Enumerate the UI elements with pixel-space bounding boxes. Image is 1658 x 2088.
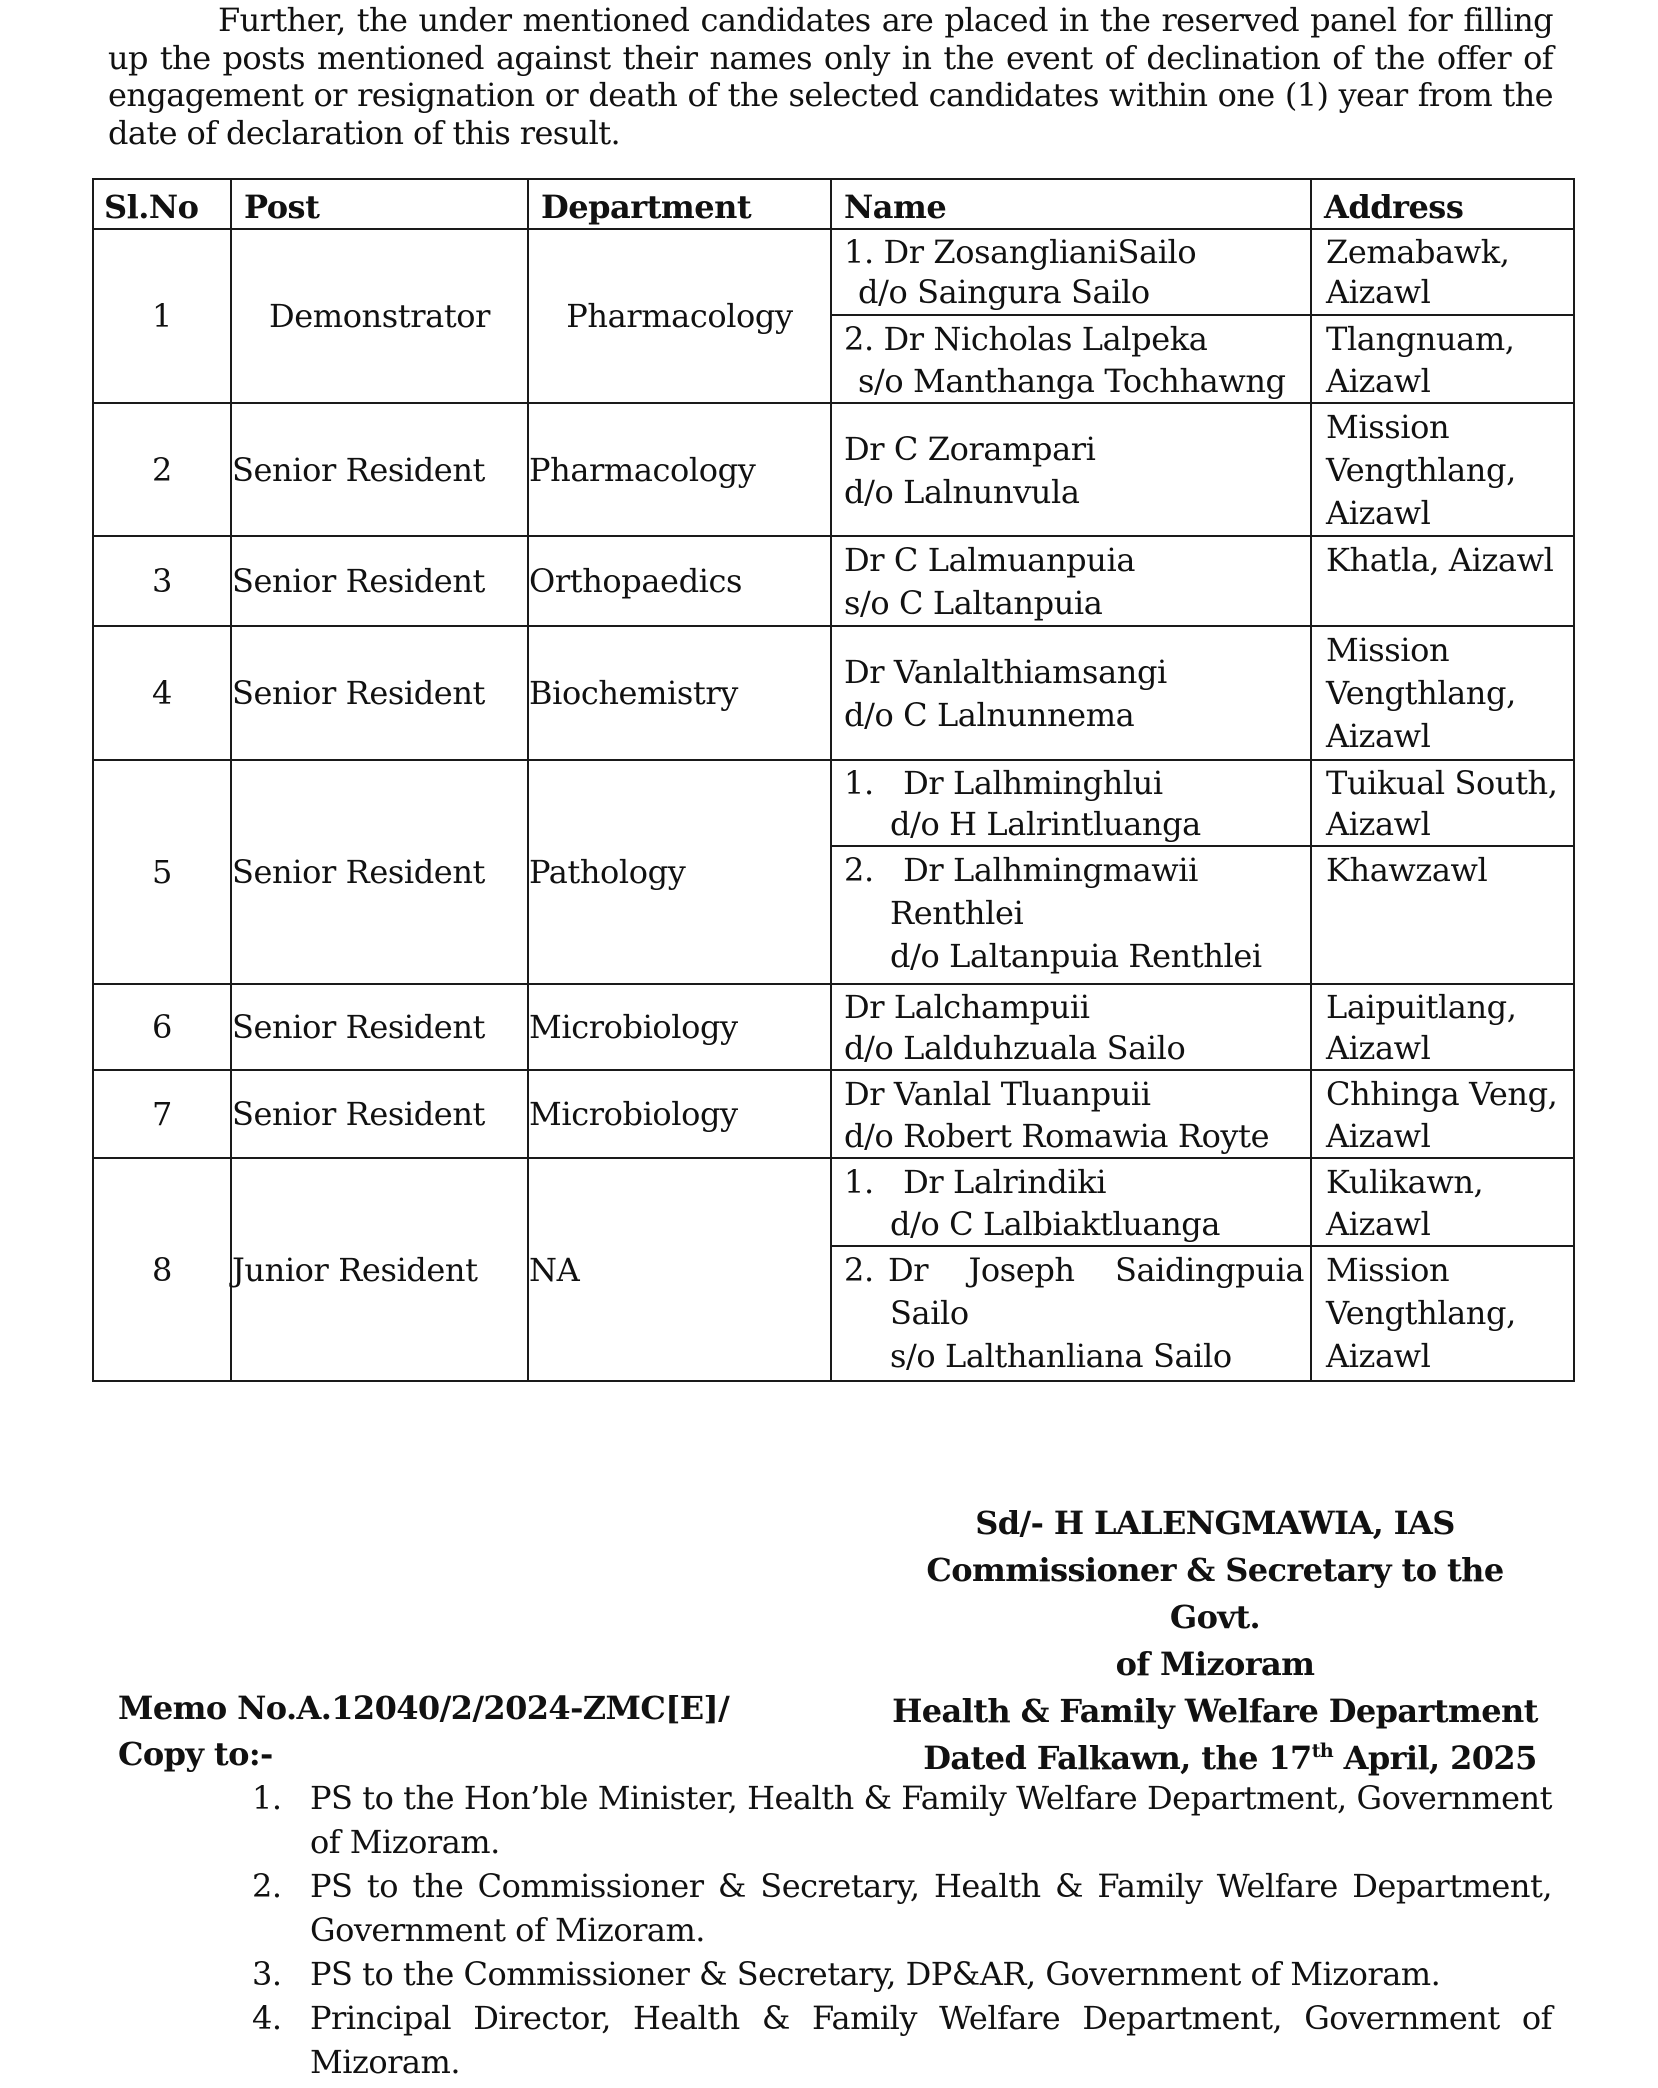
cell-sl-no: 7 — [93, 1070, 231, 1158]
cell-name — [831, 403, 1311, 536]
address-line: Aizawl — [1326, 1117, 1431, 1155]
cell-sl-no: 5 — [93, 760, 231, 984]
copy-to-number: 1. — [252, 1779, 282, 1817]
candidate-parent: d/o C Lalbiaktluanga — [890, 1205, 1221, 1243]
copy-to-item — [252, 1776, 1552, 1864]
signatory-department: Health & Family Welfare Department — [892, 1692, 1538, 1730]
candidate-name — [844, 1249, 1304, 1292]
copy-to-text: Principal Director, Health & Family Welfare Department, Government of Mizoram. — [310, 1999, 1552, 2081]
copy-to-text: PS to the Commissioner & Secretary, DP&AR, Government of Mizoram. — [310, 1955, 1441, 1993]
cell-address — [1311, 1070, 1574, 1158]
signatory-name: Sd/- H LALENGMAWIA, IAS — [975, 1504, 1455, 1542]
copy-to-item — [252, 1864, 1552, 1952]
copy-to-text: PS to the Commissioner & Secretary, Health & Family Welfare Department, Government of Mizoram. — [310, 1867, 1552, 1949]
candidate-parent: s/o Manthanga Tochhawng — [858, 362, 1286, 400]
candidate-name — [844, 1161, 1304, 1203]
cell-address — [1311, 760, 1574, 846]
cell-name — [831, 984, 1311, 1070]
cell-post: Junior Resident — [231, 1158, 528, 1381]
address-line: Tlangnuam, — [1326, 320, 1515, 358]
candidate-name-text — [888, 1249, 1304, 1292]
cell-department: Pharmacology — [528, 229, 831, 403]
address-line: Vengthlang, — [1326, 451, 1516, 489]
reserved-panel-table — [92, 178, 1575, 1382]
signature-block — [880, 1500, 1550, 1782]
table-row — [93, 403, 1574, 536]
cell-post: Senior Resident — [231, 536, 528, 626]
candidate-number: 2. — [844, 1251, 874, 1289]
candidate-name-cont: Renthlei — [890, 894, 1024, 932]
cell-name — [831, 626, 1311, 760]
cell-address — [1311, 536, 1574, 626]
candidate-number: 1. — [844, 1163, 874, 1201]
header-department: Department — [528, 179, 831, 229]
candidate-name: 1. Dr ZosanglianiSailo — [844, 233, 1197, 271]
table-row — [93, 984, 1574, 1070]
cell-address — [1311, 846, 1574, 984]
cell-department: Biochemistry — [528, 626, 831, 760]
address-line: Aizawl — [1326, 805, 1431, 843]
table-row — [93, 1158, 1574, 1246]
candidate-name: Dr Lalchampuii — [844, 988, 1090, 1026]
memo-number: Memo No.A.12040/2/2024-ZMC[E]/ — [118, 1689, 730, 1727]
cell-sl-no: 4 — [93, 626, 231, 760]
copy-to-item — [252, 1996, 1552, 2084]
address-line: Khawzawl — [1326, 851, 1488, 889]
cell-post: Senior Resident — [231, 984, 528, 1070]
cell-post: Senior Resident — [231, 626, 528, 760]
candidate-name — [844, 849, 1304, 892]
copy-to-number: 2. — [252, 1867, 282, 1905]
candidate-parent: d/o C Lalnunnema — [844, 696, 1135, 734]
cell-sl-no: 1 — [93, 229, 231, 403]
cell-sl-no: 6 — [93, 984, 231, 1070]
candidate-name-text: Dr Lalhminghlui — [903, 764, 1163, 802]
candidate-name: Dr Vanlalthiamsangi — [844, 653, 1167, 691]
table-row — [93, 229, 1574, 315]
cell-department: Pathology — [528, 760, 831, 984]
cell-post: Senior Resident — [231, 403, 528, 536]
address-line: Aizawl — [1326, 273, 1431, 311]
intro-paragraph — [108, 2, 1553, 152]
address-line: Vengthlang, — [1326, 674, 1516, 712]
candidate-name-cont: Sailo — [890, 1294, 969, 1332]
cell-name — [831, 536, 1311, 626]
copy-to-number: 3. — [252, 1955, 282, 1993]
copy-to-list — [252, 1776, 1552, 2084]
address-line: Aizawl — [1326, 1029, 1431, 1067]
address-line: Kulikawn, — [1326, 1163, 1484, 1201]
address-line: Vengthlang, — [1326, 1294, 1516, 1332]
candidate-number: 1. — [844, 764, 874, 802]
cell-department: Pharmacology — [528, 403, 831, 536]
address-line: Tuikual South, — [1326, 764, 1558, 802]
name-word: Saidingpuia — [1114, 1251, 1304, 1289]
address-line: Khatla, Aizawl — [1326, 541, 1554, 579]
dated-ordinal: th — [1311, 1740, 1334, 1762]
cell-name — [831, 229, 1311, 315]
cell-department: NA — [528, 1158, 831, 1381]
candidate-name — [844, 763, 1304, 804]
cell-address — [1311, 1158, 1574, 1246]
cell-address — [1311, 626, 1574, 760]
cell-name — [831, 1158, 1311, 1246]
candidate-number: 2. — [844, 851, 874, 889]
cell-name — [831, 846, 1311, 984]
name-word: Joseph — [968, 1251, 1075, 1289]
copy-to-number: 4. — [252, 1999, 282, 2037]
cell-department: Microbiology — [528, 984, 831, 1070]
candidate-parent: d/o Lalnunvula — [844, 472, 1080, 511]
signatory-designation-cont: of Mizoram — [1115, 1645, 1315, 1683]
address-line: Mission — [1326, 408, 1450, 446]
table-header-row — [93, 179, 1574, 229]
cell-address — [1311, 403, 1574, 536]
table-row — [93, 536, 1574, 626]
address-line: Chhinga Veng, — [1326, 1075, 1558, 1113]
table-row — [93, 1070, 1574, 1158]
candidate-parent: d/o Laltanpuia Renthlei — [890, 937, 1262, 975]
cell-name — [831, 760, 1311, 846]
candidate-parent: d/o H Lalrintluanga — [890, 805, 1201, 843]
address-line: Aizawl — [1326, 1205, 1431, 1243]
cell-sl-no: 8 — [93, 1158, 231, 1381]
signatory-designation: Commissioner & Secretary to the Govt. — [926, 1551, 1504, 1636]
table-row — [93, 626, 1574, 760]
address-line: Aizawl — [1326, 717, 1431, 755]
cell-name — [831, 1246, 1311, 1381]
copy-to-label: Copy to:- — [118, 1735, 273, 1773]
candidate-name: 2. Dr Nicholas Lalpeka — [844, 320, 1208, 358]
candidate-name: Dr Vanlal Tluanpuii — [844, 1075, 1151, 1113]
cell-address — [1311, 1246, 1574, 1381]
table-row — [93, 760, 1574, 846]
cell-post: Demonstrator — [231, 229, 528, 403]
name-word: Dr — [888, 1251, 929, 1289]
header-post: Post — [231, 179, 528, 229]
intro-text: Further, the under mentioned candidates are placed in the reserved panel for filling up the posts mentioned against their names only in the event of declination of the offer of engagement or resignation or death of the selected candidates within one (1) year from the date of declaration of this result. — [108, 1, 1553, 152]
header-address: Address — [1311, 179, 1574, 229]
header-name: Name — [831, 179, 1311, 229]
address-line: Laipuitlang, — [1326, 988, 1517, 1026]
header-sl-no: Sl.No — [93, 179, 231, 229]
cell-sl-no: 3 — [93, 536, 231, 626]
candidate-parent: d/o Lalduhzuala Sailo — [844, 1029, 1186, 1067]
address-line: Aizawl — [1326, 1337, 1431, 1375]
copy-to-item — [252, 1952, 1552, 1996]
cell-sl-no: 2 — [93, 403, 231, 536]
address-line: Aizawl — [1326, 494, 1431, 532]
address-line: Aizawl — [1326, 362, 1431, 400]
cell-post: Senior Resident — [231, 1070, 528, 1158]
candidate-parent: s/o Lalthanliana Sailo — [890, 1337, 1232, 1375]
candidate-parent: s/o C Laltanpuia — [844, 584, 1103, 622]
address-line: Mission — [1326, 631, 1450, 669]
address-line: Zemabawk, — [1326, 233, 1510, 271]
candidate-name-text: Dr Lalrindiki — [903, 1163, 1107, 1201]
dated-line — [880, 1735, 1550, 1782]
cell-name — [831, 315, 1311, 403]
candidate-name-text: Dr Lalhmingmawii — [903, 851, 1198, 889]
candidate-parent: d/o Robert Romawia Royte — [844, 1117, 1270, 1155]
cell-post: Senior Resident — [231, 760, 528, 984]
cell-department: Orthopaedics — [528, 536, 831, 626]
candidate-name: Dr C Lalmuanpuia — [844, 541, 1135, 579]
copy-to-text: PS to the Hon’ble Minister, Health & Family Welfare Department, Government of Mizoram. — [310, 1779, 1552, 1861]
address-line: Mission — [1326, 1251, 1450, 1289]
dated-suffix: April, 2025 — [1333, 1739, 1537, 1777]
candidate-name: Dr C Zorampari — [844, 429, 1096, 468]
cell-name — [831, 1070, 1311, 1158]
cell-address — [1311, 229, 1574, 315]
cell-address — [1311, 984, 1574, 1070]
dated-prefix: Dated Falkawn, the 17 — [923, 1739, 1312, 1777]
cell-department: Microbiology — [528, 1070, 831, 1158]
candidate-parent: d/o Saingura Sailo — [858, 273, 1150, 311]
cell-address — [1311, 315, 1574, 403]
